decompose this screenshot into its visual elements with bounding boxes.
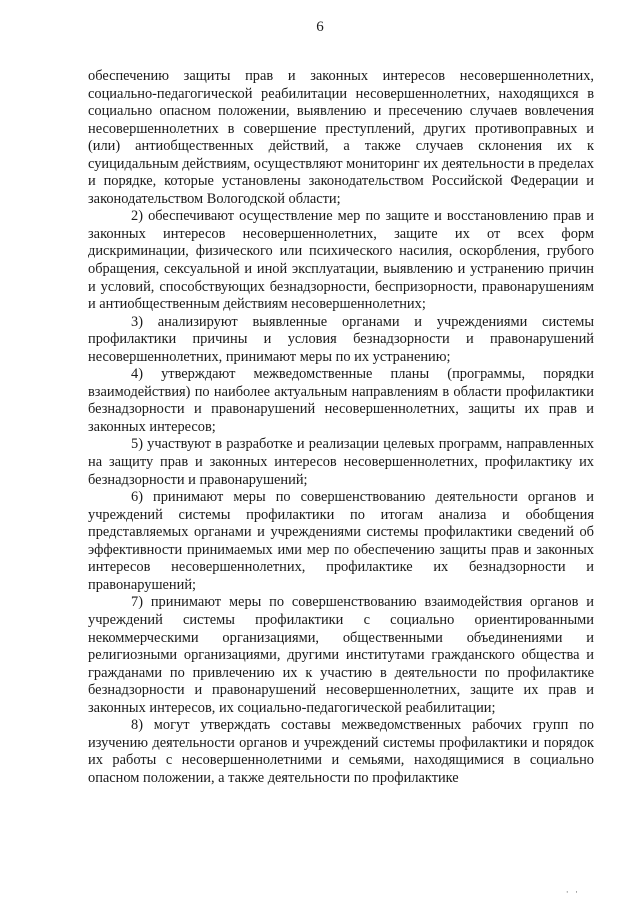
- paragraph-item-3: 3) анализируют выявленные органами и учреждениями системы профилактики причины и условия безнадзорности и правонарушений несовершеннолетних, принимают меры по их устранению;: [88, 313, 594, 365]
- paragraph-continuation: обеспечению защиты прав и законных интересов несовершеннолетних, социально-педагогической реабилитации несовершеннолетних, находящихся в социально опасном положении, выявлению и пресечению случаев вовлечения несовершеннолетних в совершение преступлений, других противоправных и (или) антиобщественных действий, а также случаев склонения их к суицидальным действиям, осуществляют мониторинг их деятельности в пределах и порядке, которые установлены законодательством Российской Федерации и законодательством Вологодской области;: [88, 68, 594, 207]
- paragraph-item-4: 4) утверждают межведомственные планы (программы, порядки взаимодействия) по наиболее актуальным направлениям в области профилактики безнадзорности и правонарушений несовершеннолетних, защиты их прав и законных интересов;: [88, 366, 594, 435]
- paragraph-item-7: 7) принимают меры по совершенствованию взаимодействия органов и учреждений системы профилактики с социально ориентированными некоммерческими организациями, общественными объединениями и религиозными организациями, другими институтами гражданского общества и гражданами по привлечению их к участию в деятельности по профилактике безнадзорности и правонарушений несовершеннолетних, защите их прав и законных интересов, их социально-педагогической реабилитации;: [88, 594, 594, 716]
- paragraph-item-2: 2) обеспечивают осуществление мер по защите и восстановлению прав и законных интересов несовершеннолетних, защите их от всех форм дискриминации, физического или психического насилия, оскорбления, грубого обращения, сексуальной и иной эксплуатации, выявлению и устранению причин и условий, способствующих безнадзорности, беспризорности, правонарушениям и антиобщественным действиям несовершеннолетних;: [88, 208, 594, 313]
- scan-marks: · ·: [565, 887, 580, 897]
- paragraph-item-8: 8) могут утверждать составы межведомственных рабочих групп по изучению деятельности органов и учреждений системы профилактики и порядок их работы с несовершеннолетними и семьями, находящимися в социально опасном положении, а также деятельности по профилактике: [88, 717, 594, 786]
- paragraph-item-6: 6) принимают меры по совершенствованию деятельности органов и учреждений системы профилактики по итогам анализа и обобщения представляемых органами и учреждениями системы профилактики сведений об эффективности принимаемых ими мер по обеспечению защиты прав и законных интересов несовершеннолетних, профилактике их безнадзорности и правонарушений;: [88, 489, 594, 593]
- document-body: [88, 68, 594, 787]
- paragraph-item-5: 5) участвуют в разработке и реализации целевых программ, направленных на защиту прав и законных интересов несовершеннолетних, профилактику их безнадзорности и правонарушений;: [88, 436, 594, 488]
- page-number: 6: [316, 19, 324, 35]
